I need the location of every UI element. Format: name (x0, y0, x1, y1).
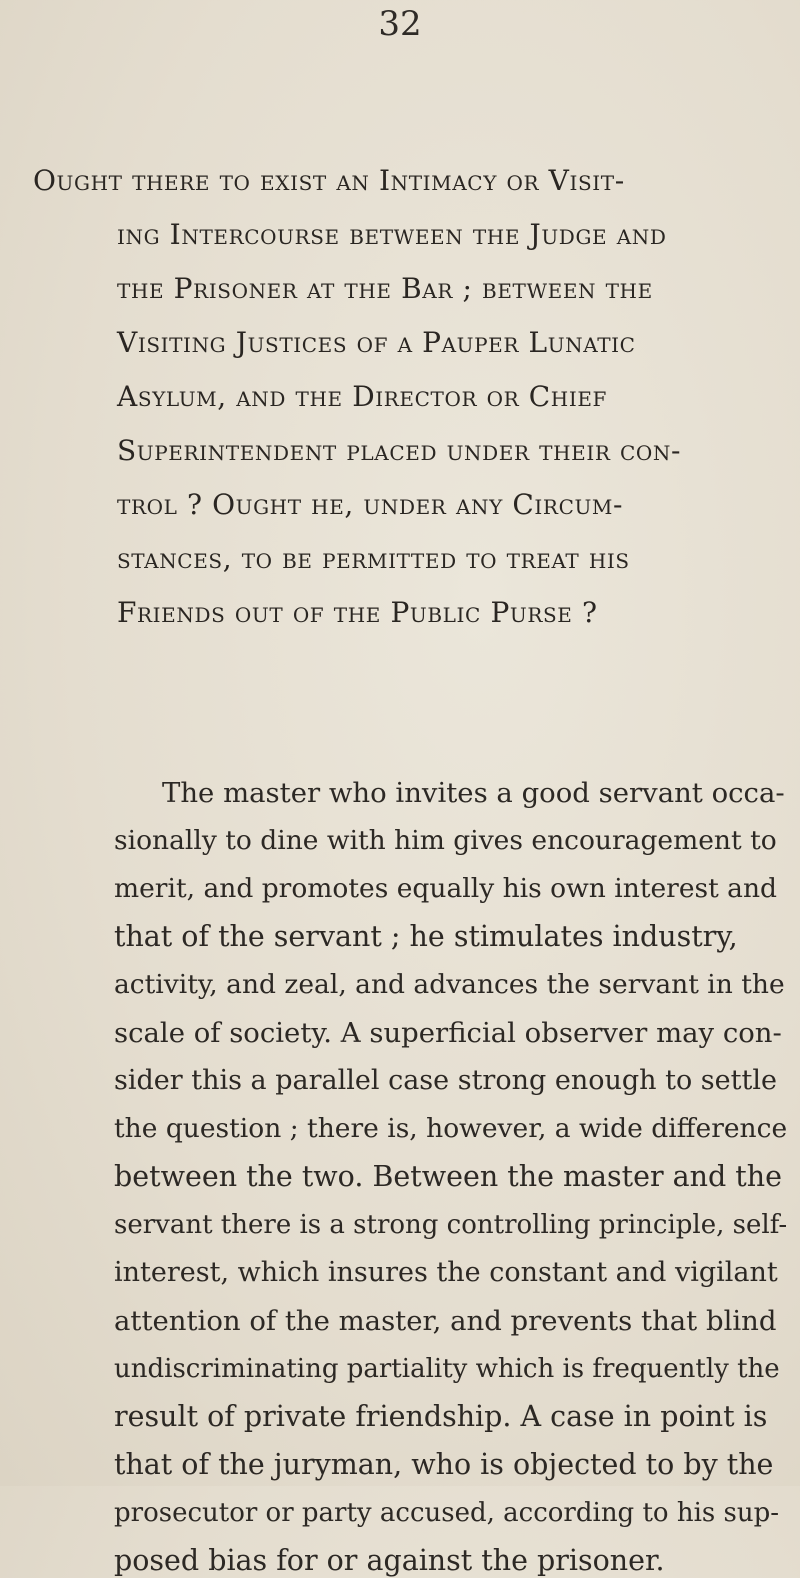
paragraph-line: The master who invites a good servant occa- (162, 777, 785, 809)
paragraph-line: scale of society. A superficial observer may con- (114, 1017, 782, 1049)
heading-line: Friends out of the Public Purse ? (117, 596, 598, 629)
paragraph-line: undiscriminating partiality which is frequently the (114, 1354, 780, 1384)
heading-line: trol ? Ought he, under any Circum- (117, 488, 624, 521)
paragraph-line: attention of the master, and prevents that blind (114, 1305, 777, 1337)
paragraph-line: that of the servant ; he stimulates industry, (114, 920, 738, 953)
paragraph-line: servant there is a strong controlling principle, self- (114, 1210, 788, 1240)
paragraph-line: activity, and zeal, and advances the servant in the (114, 969, 785, 1000)
heading-line: Ought there to exist an Intimacy or Visit- (33, 164, 625, 197)
paragraph-line: between the two. Between the master and the (114, 1160, 782, 1193)
paragraph-line: posed bias for or against the prisoner. (114, 1544, 665, 1577)
heading-line: Visiting Justices of a Pauper Lunatic (117, 326, 636, 359)
heading-line: Superintendent placed under their con- (117, 434, 682, 467)
paragraph-line: merit, and promotes equally his own interest and (114, 873, 778, 904)
paragraph-line: result of private friendship. A case in point is (114, 1400, 768, 1433)
heading-line: ing Intercourse between the Judge and (117, 218, 667, 251)
paragraph-line: sider this a parallel case strong enough to settle (114, 1065, 777, 1096)
heading-line: Asylum, and the Director or Chief (117, 380, 608, 413)
paragraph-line: that of the juryman, who is objected to by the (114, 1448, 774, 1481)
paragraph-line: sionally to dine with him gives encouragement to (114, 825, 777, 856)
heading-line: the Prisoner at the Bar ; between the (117, 272, 653, 305)
page-number: 32 (378, 4, 422, 44)
paragraph-line: the question ; there is, however, a wide difference (114, 1113, 788, 1144)
heading-line: stances, to be permitted to treat his (117, 542, 630, 575)
paragraph-line: prosecutor or party accused, according to his sup- (114, 1498, 780, 1528)
paragraph-line: interest, which insures the constant and vigilant (114, 1257, 778, 1288)
